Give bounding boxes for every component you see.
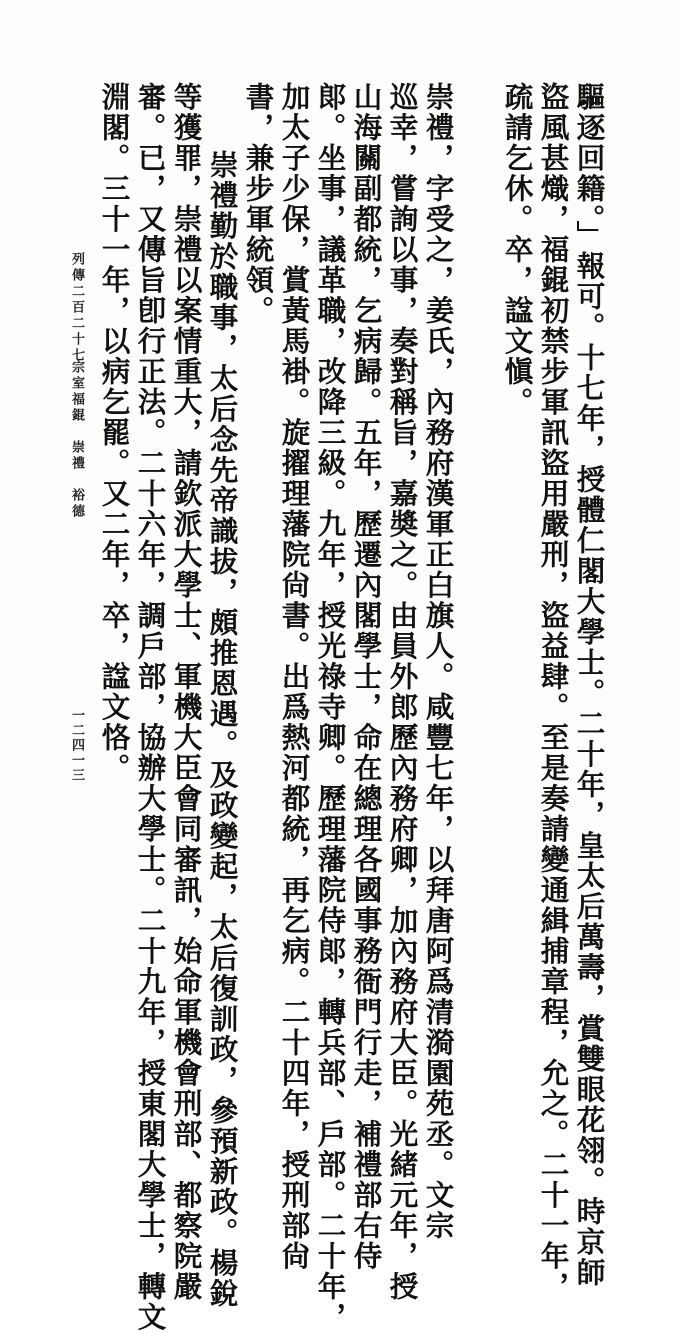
- text-column-4: 崇禮，字受之，姜氏，內務府漢軍正白旗人。咸豐七年，以拜唐阿爲清漪園苑丞。文宗: [421, 82, 456, 1241]
- chapter-title: 列傳二百二十七: [69, 252, 84, 364]
- text-column-3: 疏請乞休。卒，諡文愼。: [500, 82, 535, 418]
- text-column-10: 崇禮勤於職事，太后念先帝識拔，頗推恩遇。及政變起，太后復訓政，參預新政。楊銳: [205, 150, 240, 1309]
- page-number: 一二四一三: [69, 708, 84, 783]
- text-column-9: 書，兼步軍統領。: [241, 82, 276, 326]
- text-column-7: 郞。坐事，議革職，改降三級。九年，授光祿寺卿。歷理藩院侍郞，轉兵部、戶部。二十年，: [313, 82, 348, 1333]
- text-column-13: 淵閣。三十一年，以病乞罷。又二年，卒，諡文恪。: [97, 82, 132, 784]
- text-column-2: 盜風甚熾，福錕初禁步軍訊盜用嚴刑，盜益肆。至是奏請變通緝捕章程，允之。二十一年，: [536, 82, 571, 1302]
- chapter-names: 宗室福錕 崇禮 裕德: [69, 360, 84, 520]
- text-column-12: 審。已，又傳旨卽行正法。二十六年，調戶部，協辦大學士。二十九年，授東閣大學士，轉文: [133, 82, 168, 1333]
- text-column-5: 巡幸，嘗詢以事，奏對稱旨，嘉奬之。由員外郎歷內務府卿，加內務府大臣。光緒元年，授: [385, 82, 420, 1302]
- text-column-11: 等獲罪，崇禮以案情重大，請欽派大學士、軍機大臣會同審訊，始命軍機會刑部、都察院嚴: [169, 82, 204, 1302]
- text-column-1: 驅逐回籍。」報可。十七年，授體仁閣大學士。二十年，皇太后萬壽，賞雙眼花翎。時京師: [572, 82, 607, 1288]
- text-column-6: 山海關副都統，乞病歸。五年，歷遷內閣學士，命在總理各國事務衙門行走，補禮部右侍: [349, 82, 384, 1272]
- text-column-8: 加太子少保，賞黃馬褂。旋擢理藩院尙書。出爲熱河都統，再乞病。二十四年，授刑部尙: [277, 82, 312, 1272]
